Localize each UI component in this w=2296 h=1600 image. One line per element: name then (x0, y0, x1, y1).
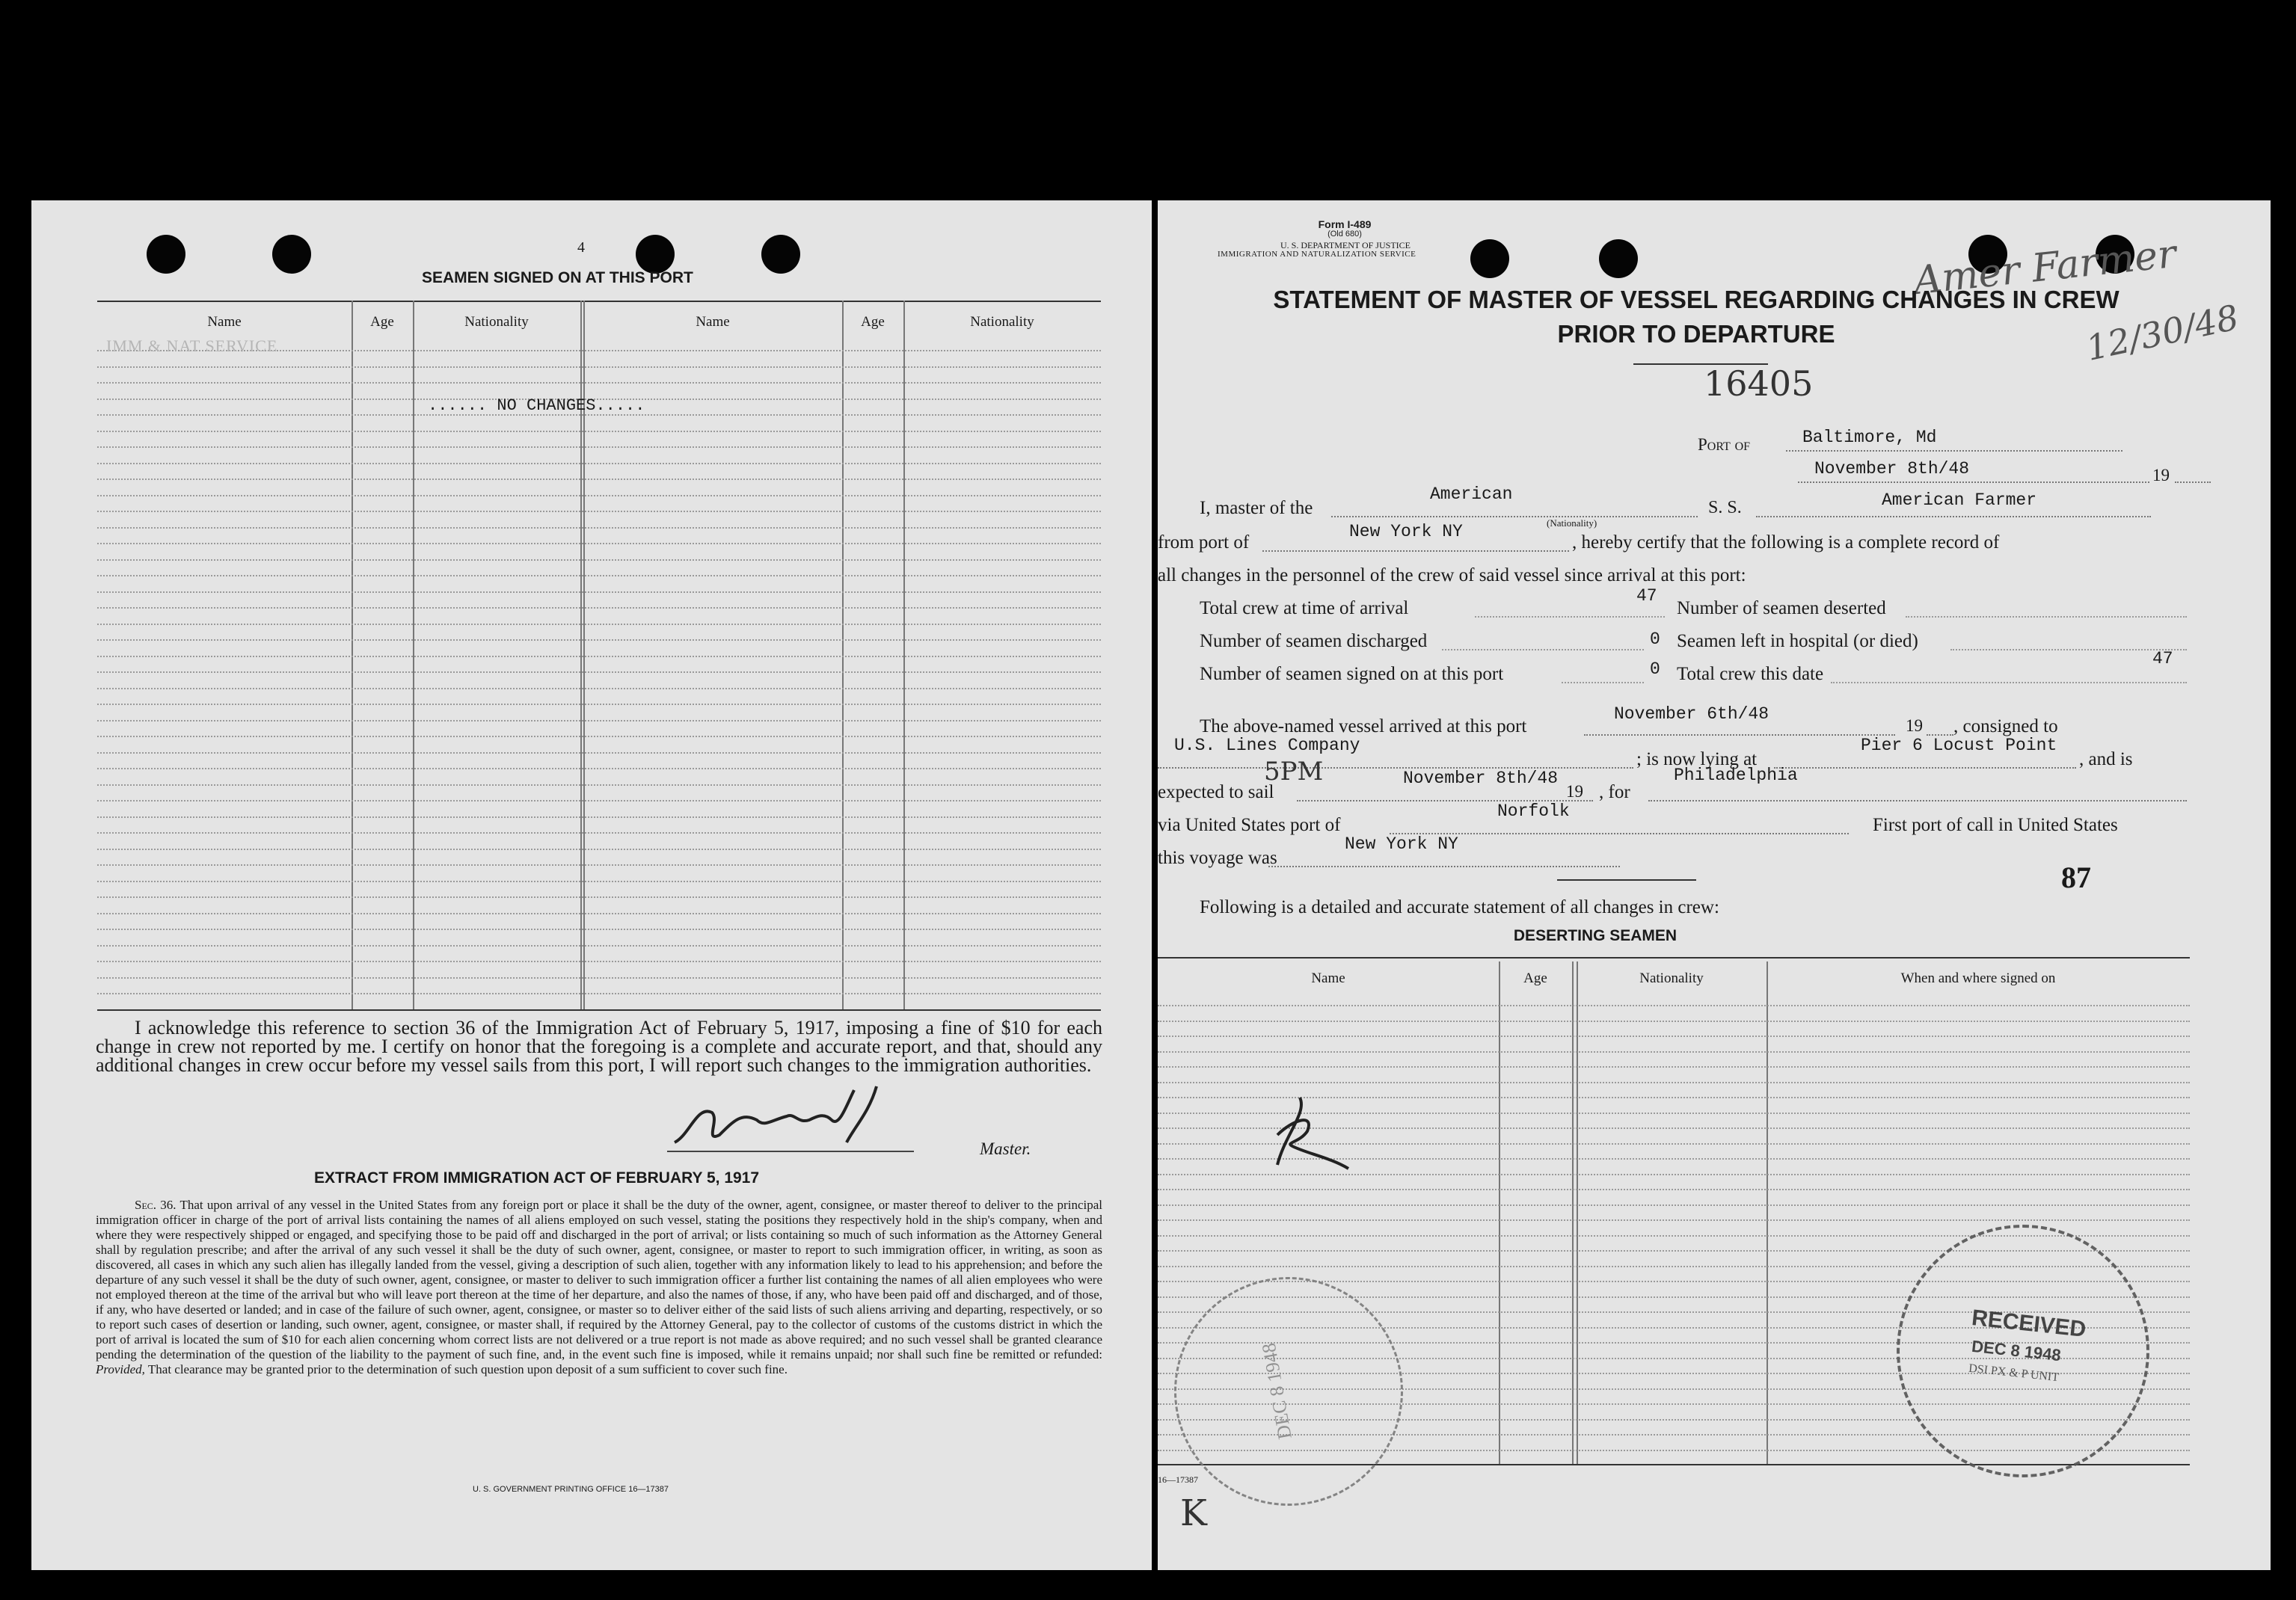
table-row-line (97, 527, 1101, 529)
form-number: Form I-489 (1318, 218, 1372, 230)
no-changes-entry: ...... NO CHANGES..... (428, 396, 645, 415)
total-crew-arrival-value: 47 (1636, 586, 1657, 606)
col-header-age: Age (861, 314, 885, 330)
form-title: STATEMENT OF MASTER OF VESSEL REGARDING CHANGES IN CREW (1273, 286, 2119, 313)
via-value: Norfolk (1497, 801, 1570, 821)
arrived-label: The above-named vessel arrived at this port (1200, 716, 1527, 736)
col-header-name: Name (696, 314, 730, 330)
table-row-line (97, 495, 1101, 496)
col-header-when-where: When and where signed on (1900, 970, 2056, 986)
left-page (31, 200, 1152, 1570)
expected-label: expected to sail (1158, 782, 1274, 802)
table-row-line (97, 607, 1101, 609)
ss-label: S. S. (1708, 498, 1742, 517)
signed-on-value: 0 (1650, 659, 1660, 679)
table-row-line (97, 446, 1101, 448)
table-row-line (97, 656, 1101, 657)
table-row-line (97, 816, 1101, 818)
col-header-nationality: Nationality (464, 314, 529, 330)
table-row-line (1158, 1005, 2190, 1006)
port-value: Baltimore, Md (1802, 428, 1937, 447)
from-port-label: from port of (1158, 532, 1250, 553)
total-crew-today-value: 47 (2152, 649, 2173, 668)
lying-label: ; is now lying at (1636, 749, 1758, 769)
footer-code: 16—17387 (1158, 1474, 1198, 1485)
master-label: Master. (980, 1139, 1031, 1158)
table-row-line (97, 929, 1101, 930)
table-row-line (97, 913, 1101, 914)
for-label: , for (1599, 782, 1630, 802)
master-signature (667, 1083, 921, 1165)
punch-hole (761, 235, 800, 274)
table-row-line (97, 591, 1101, 593)
stamp-received-text: RECEIVED (1970, 1305, 2087, 1342)
table-row-line (97, 768, 1101, 769)
port-label: Port of (1698, 435, 1751, 454)
voyage-value: New York NY (1345, 834, 1458, 854)
handwritten-k: K (1180, 1492, 1207, 1534)
table-row-line (97, 704, 1101, 705)
table-row-line (97, 382, 1101, 384)
extract-title: EXTRACT FROM IMMIGRATION ACT OF FEBRUARY 5, 1917 (314, 1169, 760, 1187)
col-header-name: Name (207, 314, 242, 330)
table-row-line (97, 431, 1101, 432)
table-row-line (97, 849, 1101, 850)
col-header-age: Age (1523, 970, 1547, 986)
from-port-value: New York NY (1349, 522, 1463, 541)
table-row-line (97, 881, 1101, 882)
date-value: November 8th/48 (1814, 459, 1970, 479)
table-row-line (1158, 1189, 2190, 1190)
page-number: 4 (577, 239, 585, 256)
table-row-line (97, 543, 1101, 544)
hospital-label: Seamen left in hospital (or died) (1677, 631, 1918, 651)
total-crew-today-label: Total crew this date (1677, 664, 1824, 684)
consigned-label: , consigned to (1953, 716, 2058, 736)
total-crew-arrival-label: Total crew at time of arrival (1200, 598, 1409, 618)
table-row-line (97, 511, 1101, 512)
table-row-line (97, 784, 1101, 786)
table-row-line (97, 977, 1101, 979)
acknowledgment-paragraph: I acknowledge this reference to section 36 of the Immigration Act of February 5, 1917, imposing a fine of $10 for each change in crew not reported by me. I certify on honor that the foregoing is a complete and accurate report, and that, should any additional changes in crew occur before my vessel sails from this port, I will report such changes to the immigration authorities. (96, 1017, 1102, 1076)
table-row-line (97, 559, 1101, 561)
master-of-label: I, master of the (1200, 498, 1313, 518)
year-prefix: 19 (2152, 466, 2170, 484)
table-row-line (1158, 1051, 2190, 1053)
table-row-line (97, 624, 1101, 625)
table-row-line (97, 463, 1101, 464)
page-number-87: 87 (2061, 861, 2091, 894)
col-header-nationality: Nationality (970, 314, 1034, 330)
all-changes-text: all changes in the personnel of the crew of said vessel since arrival at this port: (1158, 565, 1746, 585)
table-row-line (97, 688, 1101, 689)
voyage-label: this voyage was (1158, 848, 1277, 868)
punch-hole (1599, 239, 1638, 278)
table-row-line (1158, 1082, 2190, 1083)
table-row-line (97, 832, 1101, 834)
table-row-line (97, 864, 1101, 866)
table-row-line (97, 800, 1101, 801)
table-row-line (97, 945, 1101, 947)
received-stamp (1897, 1225, 2149, 1477)
signed-on-label: Number of seamen signed on at this port (1200, 664, 1504, 684)
form-subtitle: PRIOR TO DEPARTURE (1557, 320, 1835, 348)
col-header-age: Age (370, 314, 394, 330)
punch-hole (636, 235, 675, 274)
col-header-name: Name (1311, 970, 1345, 986)
table-row-line (97, 671, 1101, 673)
faint-received-stamp: DEC 8 1948 (1158, 1259, 1421, 1524)
stamp-unit-text: DSI PX & P UNIT (1968, 1361, 2060, 1385)
first-port-label: First port of call in United States (1873, 815, 2118, 835)
table-row-line (97, 752, 1101, 754)
section-36-text: Sec. 36. That upon arrival of any vessel in the United States from any foreign port or place it shall be the duty of the owner, agent, consignee, or master thereof to deliver to the principal immigration officer in charge of the port of arrival lists containing the names of all aliens employed on such vessel, stating the positions they respectively hold in the ship's company, when and where they were respectively shipped or engaged, and specifying those to be paid off and discharged in the port of arrival; or lists containing so much of such information as the Attorney General shall by regulation prescribe; and after the arrival of any such vessel it shall be the duty of such owner, agent, consignee, or master to report to such immigration officer, in writing, as soon as discovered, all cases in which any such alien has illegally landed from the vessel, giving a description of such alien, together with any information likely to lead to his apprehension; and before the departure of any such vessel it shall be the duty of such owner, agent, consignee, or master to deliver to such immigration officer a further list containing the names of all alien employees who were not employed thereon at the time of the arrival but who will leave port thereon at the time of her departure, and also the names of those, if any, who have been paid off and discharged, and of those, if any, who have deserted or landed; and in case of the failure of such owner, agent, consignee, or master so to deliver either of the said lists of such aliens arriving and departing, respectively, or so to report such cases of desertion or landing, such owner, agent, consignee, or master shall, if required by the Attorney General, pay to the collector of customs of the customs district in which the port of arrival is located the sum of $10 for each alien concerning whom correct lists are not delivered or a true report is not made as above required; and no such vessel shall be granted clearance pending the determination of the question of the liability to the payment of such fine, and, in the event such fine is imposed, while it remains unpaid; nor shall such fine be remitted or refunded: Provided, That clearance may be granted prior to the determination of such question upon deposit of a sum sufficient to cover such fine. (96, 1198, 1102, 1376)
table-row-line (97, 736, 1101, 737)
nationality-caption: (Nationality) (1547, 517, 1597, 529)
section-title: SEAMEN SIGNED ON AT THIS PORT (422, 269, 693, 286)
faint-stamp-text: IMM & NAT SERVICE (106, 336, 278, 355)
table-row-line (97, 993, 1101, 994)
discharged-label: Number of seamen discharged (1200, 631, 1428, 651)
punch-hole (272, 235, 311, 274)
table-row-line (1158, 1036, 2190, 1037)
table-row-line (97, 575, 1101, 576)
certify-text: , hereby certify that the following is a complete record of (1572, 532, 2000, 553)
year-prefix: 19 (1906, 716, 1923, 735)
via-label: via United States port of (1158, 815, 1341, 835)
stamp-date-text: DEC 8 1948 (1971, 1336, 2062, 1365)
handwritten-mark (1255, 1090, 1360, 1180)
handwritten-ship-note: Amer Farmer (1911, 231, 2179, 304)
discharged-value: 0 (1650, 630, 1660, 649)
table-row-line (1158, 1021, 2190, 1022)
ship-name: American Farmer (1882, 490, 2037, 510)
table-row-line (97, 639, 1101, 641)
punch-hole (1470, 239, 1509, 278)
department-name: U. S. DEPARTMENT OF JUSTICE (1280, 240, 1411, 250)
nationality-value: American (1430, 484, 1513, 504)
table-row-line (97, 896, 1101, 898)
punch-hole (147, 235, 185, 274)
lying-value: Pier 6 Locust Point (1861, 736, 2057, 755)
following-text: Following is a detailed and accurate statement of all changes in crew: (1200, 897, 1719, 917)
service-name: IMMIGRATION AND NATURALIZATION SERVICE (1218, 250, 1416, 259)
table-row-line (97, 720, 1101, 721)
col-header-nationality: Nationality (1639, 970, 1704, 986)
deserted-label: Number of seamen deserted (1677, 598, 1886, 618)
table-row-line (97, 479, 1101, 480)
printer-line: U. S. GOVERNMENT PRINTING OFFICE 16—17387 (473, 1485, 669, 1494)
table-row-line (1158, 1066, 2190, 1068)
arrived-value: November 6th/48 (1614, 704, 1769, 724)
old-form-number: (Old 680) (1327, 230, 1362, 239)
handwritten-file-number: 16405 (1704, 363, 1814, 404)
and-is-label: , and is (2079, 749, 2133, 769)
destination-value: Philadelphia (1674, 766, 1798, 785)
handwritten-date-note: 12/30/48 (2082, 297, 2242, 369)
right-page (1158, 200, 2271, 1570)
deserting-title: DESERTING SEAMEN (1513, 927, 1678, 944)
table-row-line (97, 961, 1101, 962)
sail-date-value: November 8th/48 (1403, 769, 1559, 788)
consignee-value: U.S. Lines Company (1174, 736, 1360, 755)
sail-time-value: 5PM (1264, 757, 1324, 787)
table-row-line (97, 366, 1101, 368)
table-row-line (1158, 1219, 2190, 1221)
table-row-line (1158, 1204, 2190, 1206)
year-prefix: 19 (1566, 782, 1583, 801)
